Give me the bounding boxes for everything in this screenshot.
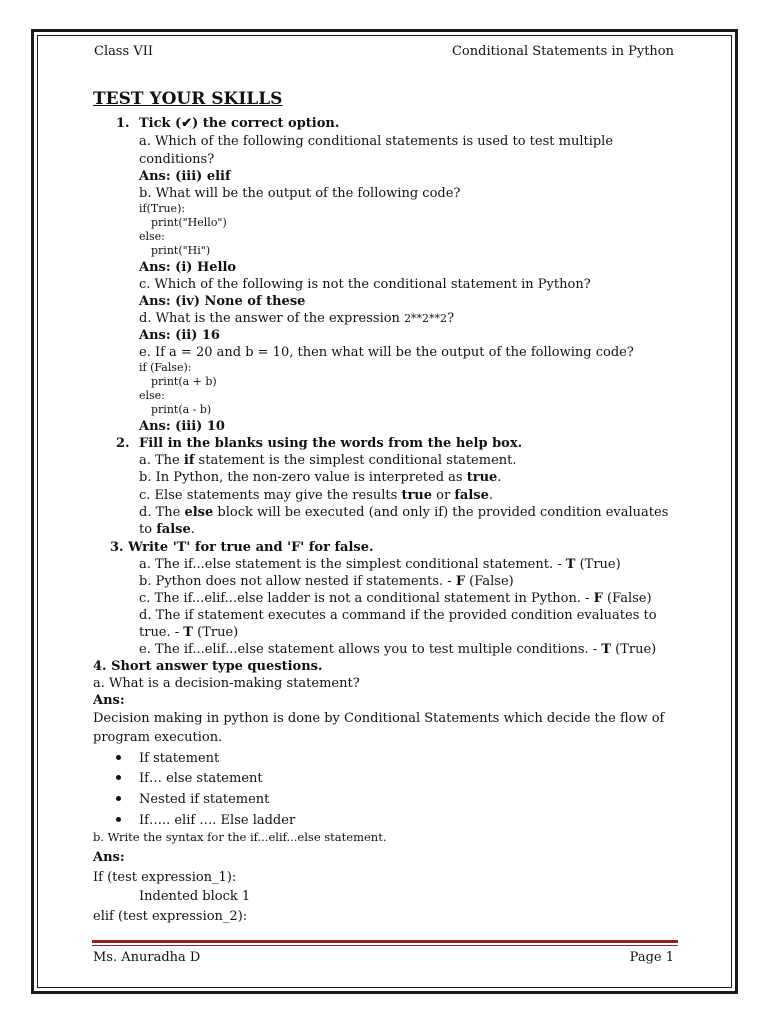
q1b-code-line: else: xyxy=(139,230,165,243)
bullet-icon xyxy=(116,755,121,760)
q1e-code-line: print(a - b) xyxy=(151,403,212,416)
bullet-icon xyxy=(116,817,121,822)
q3c-item: c. The if...elif...else ladder is not a conditional statement in Python. - F (False) xyxy=(139,591,652,606)
q1b-question: b. What will be the output of the following code? xyxy=(139,186,461,201)
q1a-answer: Ans: (iii) elif xyxy=(139,169,231,184)
q1c-answer: Ans: (iv) None of these xyxy=(139,294,306,309)
q2-number: 2. xyxy=(116,436,130,451)
q1d-question: d. What is the answer of the expression 2**2**2? xyxy=(139,311,455,326)
q1d-answer: Ans: (ii) 16 xyxy=(139,328,220,343)
footer-author: Ms. Anuradha D xyxy=(93,950,201,965)
q1b-code-line: if(True): xyxy=(139,202,186,215)
q2d-item: d. The else block will be executed (and only if) the provided condition evaluates xyxy=(139,505,669,520)
q3b-item: b. Python does not allow nested if statements. - F (False) xyxy=(139,574,514,589)
q4b-answer-label: Ans: xyxy=(93,850,125,865)
list-item: Nested if statement xyxy=(139,792,270,807)
q3-heading: 3. Write 'T' for true and 'F' for false. xyxy=(110,540,374,555)
q1d-expression: 2**2**2 xyxy=(404,312,448,325)
page-title: TEST YOUR SKILLS xyxy=(93,89,283,109)
q4a-answer-label: Ans: xyxy=(93,693,125,708)
syntax-line: Indented block 1 xyxy=(139,889,251,904)
syntax-line: elif (test expression_2): xyxy=(93,909,248,924)
q2b-item: b. In Python, the non-zero value is interpreted as true. xyxy=(139,470,502,485)
q1b-answer: Ans: (i) Hello xyxy=(139,260,237,275)
footer-page-number: Page 1 xyxy=(629,950,674,965)
q4a-answer-text-cont: program execution. xyxy=(93,730,223,745)
q1b-code-line: print("Hi") xyxy=(151,244,211,257)
footer-rule-thin xyxy=(92,945,678,946)
q1c-question: c. Which of the following is not the conditional statement in Python? xyxy=(139,277,591,292)
q1-number: 1. xyxy=(116,116,130,131)
syntax-line: If (test expression_1): xyxy=(93,870,237,885)
q1e-answer: Ans: (iii) 10 xyxy=(139,419,225,434)
q1a-question-cont: conditions? xyxy=(139,152,215,167)
list-item: If… else statement xyxy=(139,771,263,786)
q4b-question: b. Write the syntax for the if...elif...else statement. xyxy=(93,830,387,844)
q2c-item: c. Else statements may give the results true or false. xyxy=(139,488,494,503)
q3d-item: d. The if statement executes a command if the provided condition evaluates to xyxy=(139,608,657,623)
q1e-code-line: else: xyxy=(139,389,165,402)
q3e-item: e. The if...elif...else statement allows you to test multiple conditions. - T (True) xyxy=(139,642,657,657)
header-class: Class VII xyxy=(94,44,153,59)
footer-rule-thick xyxy=(92,940,678,943)
q4a-answer-text: Decision making in python is done by Conditional Statements which decide the flow of xyxy=(93,711,665,726)
q2-heading: Fill in the blanks using the words from the help box. xyxy=(139,436,523,451)
bullet-icon xyxy=(116,775,121,780)
header-topic: Conditional Statements in Python xyxy=(451,44,674,59)
q2a-item: a. The if statement is the simplest conditional statement. xyxy=(139,453,517,468)
q2d-item-cont: to false. xyxy=(139,522,195,537)
list-item: If statement xyxy=(139,751,220,766)
q4a-question: a. What is a decision-making statement? xyxy=(93,676,360,691)
bullet-icon xyxy=(116,796,121,801)
q1-heading: Tick (✔) the correct option. xyxy=(139,116,340,131)
q1e-code-line: if (False): xyxy=(139,361,192,374)
q3a-item: a. The if...else statement is the simplest conditional statement. - T (True) xyxy=(139,557,621,572)
q1e-question: e. If a = 20 and b = 10, then what will be the output of the following code? xyxy=(139,345,634,360)
q1e-code-line: print(a + b) xyxy=(151,375,217,388)
q3d-item-cont: true. - T (True) xyxy=(139,625,239,640)
q4-heading: 4. Short answer type questions. xyxy=(93,659,323,674)
list-item: If….. elif …. Else ladder xyxy=(139,813,296,828)
q1a-question: a. Which of the following conditional statements is used to test multiple xyxy=(139,134,614,149)
q1b-code-line: print("Hello") xyxy=(151,216,227,229)
